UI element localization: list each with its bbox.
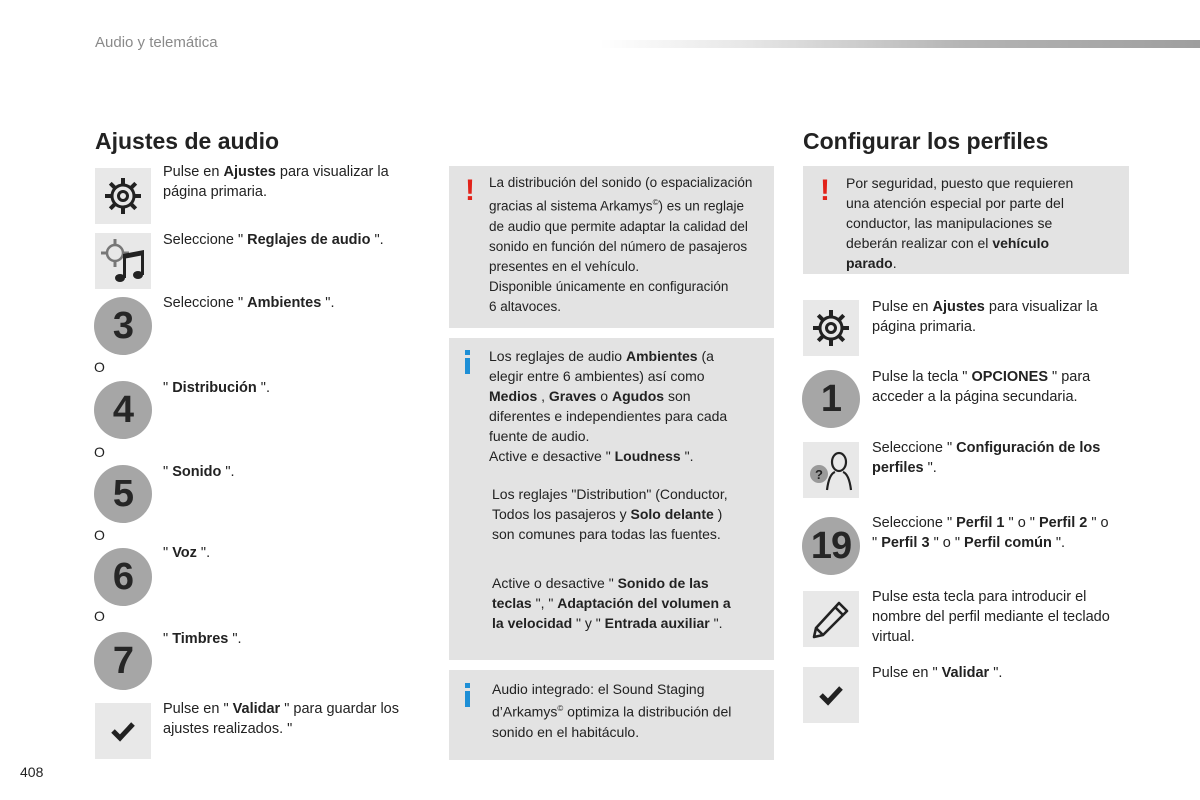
validate-tile[interactable] — [803, 667, 859, 723]
or-separator: O — [94, 527, 105, 543]
left-step-2-text: Seleccione " Reglajes de audio ". — [163, 232, 384, 248]
settings-tile[interactable] — [803, 300, 859, 356]
step-number-5: 5 — [94, 465, 152, 523]
audio-settings-tile[interactable] — [95, 233, 151, 289]
page-number: 408 — [20, 764, 44, 780]
step-number-1: 1 — [802, 370, 860, 428]
left-step-4-text: " Distribución ". — [163, 380, 270, 396]
section-title-profiles: Configurar los perfiles — [803, 128, 1049, 154]
settings-gear-icon — [101, 174, 145, 218]
step-number-19: 19 — [802, 517, 860, 575]
step-number-6: 6 — [94, 548, 152, 606]
settings-tile[interactable] — [95, 168, 151, 224]
step-number-3: 3 — [94, 297, 152, 355]
left-step-1-text: Pulse en Ajustes para visualizar la página primaria. — [163, 164, 389, 200]
warning-icon: ! — [465, 174, 475, 207]
info-icon — [465, 683, 470, 707]
info-text-keys: Active o desactive " Sonido de las teclas ", " Adaptación del volumen a la velocidad " y " Entrada auxiliar ". — [492, 575, 731, 631]
info-text-sound-staging: Audio integrado: el Sound Staging d’Arkamys© optimiza la distribución del sonido en el habitáculo. — [492, 681, 732, 740]
validate-tile[interactable] — [95, 703, 151, 759]
info-text-ambientes: Los reglajes de audio Ambientes (a elegir entre 6 ambientes) así como Medios , Graves o Agudos son diferentes e independientes para cada fuente de audio. Active e desactive " Loudness ". — [489, 348, 728, 464]
left-step-6-text: " Voz ". — [163, 545, 211, 561]
step-number-7: 7 — [94, 632, 152, 690]
header-decorative-bar — [600, 40, 1200, 48]
right-step-1-text: Pulse en Ajustes para visualizar la página primaria. — [872, 299, 1098, 335]
right-step-5-text: Pulse esta tecla para introducir el nombre del perfil mediante el teclado virtual. — [872, 589, 1110, 645]
settings-gear-icon — [809, 306, 853, 350]
pencil-icon — [809, 597, 853, 641]
checkmark-icon — [816, 680, 846, 710]
section-title-audio: Ajustes de audio — [95, 128, 280, 154]
or-separator: O — [94, 359, 105, 375]
warning-text-distribution: La distribución del sonido (o espacialización gracias al sistema Arkamys©) es un reglaje de audio que permite adaptar la calidad del sonido en función del número de pasajeros presentes en el vehículo. Disponible únicamente en configuración 6 altavoces. — [489, 175, 753, 314]
left-step-3-text: Seleccione " Ambientes ". — [163, 295, 335, 311]
header-title: Audio y telemática — [95, 34, 218, 51]
profile-help-icon — [805, 444, 857, 496]
warning-icon: ! — [820, 174, 830, 207]
right-step-3-text: Seleccione " Configuración de los perfiles ". — [872, 440, 1101, 476]
svg-text:?: ? — [815, 467, 823, 482]
or-separator: O — [94, 444, 105, 460]
info-text-distribution: Los reglajes "Distribution" (Conductor, Todos los pasajeros y Solo delante ) son comunes para todas las fuentes. — [492, 486, 728, 542]
info-icon — [465, 350, 470, 374]
left-step-5-text: " Sonido ". — [163, 464, 235, 480]
right-step-4-text: Seleccione " Perfil 1 " o " Perfil 2 " o " Perfil 3 " o " Perfil común ". — [872, 515, 1109, 551]
left-step-7-text: " Timbres ". — [163, 631, 242, 647]
checkmark-icon — [108, 716, 138, 746]
right-step-6-text: Pulse en " Validar ". — [872, 665, 1003, 681]
left-step-8-text: Pulse en " Validar " para guardar los ajustes realizados. " — [163, 701, 399, 737]
warning-text-safety: Por seguridad, puesto que requieren una atención especial por parte del conductor, las manipulaciones se deberán realizar con el vehículo parado. — [846, 175, 1074, 271]
right-step-2-text: Pulse la tecla " OPCIONES " para acceder a la página secundaria. — [872, 369, 1091, 405]
edit-name-tile[interactable] — [803, 591, 859, 647]
audio-settings-icon — [98, 236, 148, 286]
or-separator: O — [94, 608, 105, 624]
step-number-4: 4 — [94, 381, 152, 439]
profile-settings-tile[interactable] — [803, 442, 859, 498]
